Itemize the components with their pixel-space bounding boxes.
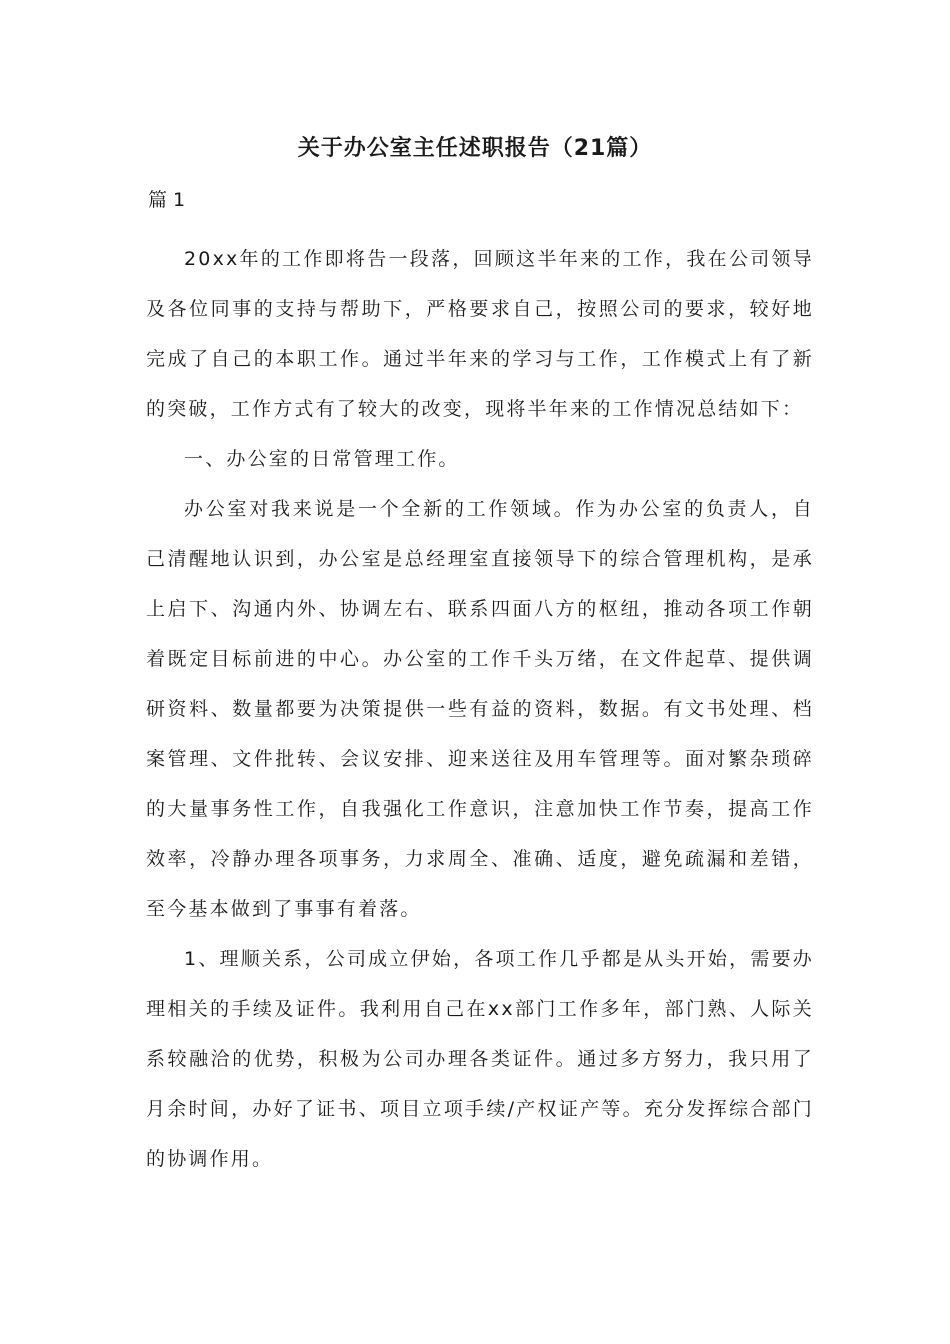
paragraph-office-role: 办公室对我来说是一个全新的工作领域。作为办公室的负责人，自己清醒地认识到，办公室是总经理室直接领导下的综合管理机构，是承上启下、沟通内外、协调左右、联系四面八方的枢纽，推动各项工作朝着既定目标前进的中心。办公室的工作千头万绪，在文件起草、提供调研资料、数量都要为决策提供一些有益的资料，数据。有文书处理、档案管理、文件批转、会议安排、迎来送往及用车管理等。面对繁杂琐碎的大量事务性工作，自我强化工作意识，注意加快工作节奏，提高工作效率，冷静办理各项事务，力求周全、准确、适度，避免疏漏和差错，至今基本做到了事事有着落。	[146, 498, 814, 920]
paragraph-heading-daily-management: 一、办公室的日常管理工作。	[184, 448, 460, 470]
document-title: 关于办公室主任述职报告（21篇）	[297, 136, 653, 161]
paragraph-intro: 20xx年的工作即将告一段落，回顾这半年来的工作，我在公司领导及各位同事的支持与帮助下，严格要求自己，按照公司的要求，较好地完成了自己的本职工作。通过半年来的学习与工作，工作模式上有了新的突破，工作方式有了较大的改变，现将半年来的工作情况总结如下：	[146, 248, 814, 420]
document-body	[146, 234, 814, 1184]
section-label: 篇 1	[148, 189, 186, 211]
paragraph-relations: 1、理顺关系，公司成立伊始，各项工作几乎都是从头开始，需要办理相关的手续及证件。我利用自己在xx部门工作多年，部门熟、人际关系较融洽的优势，积极为公司办理各类证件。通过多方努力，我只用了月余时间，办好了证书、项目立项手续/产权证产等。充分发挥综合部门的协调作用。	[146, 948, 814, 1170]
